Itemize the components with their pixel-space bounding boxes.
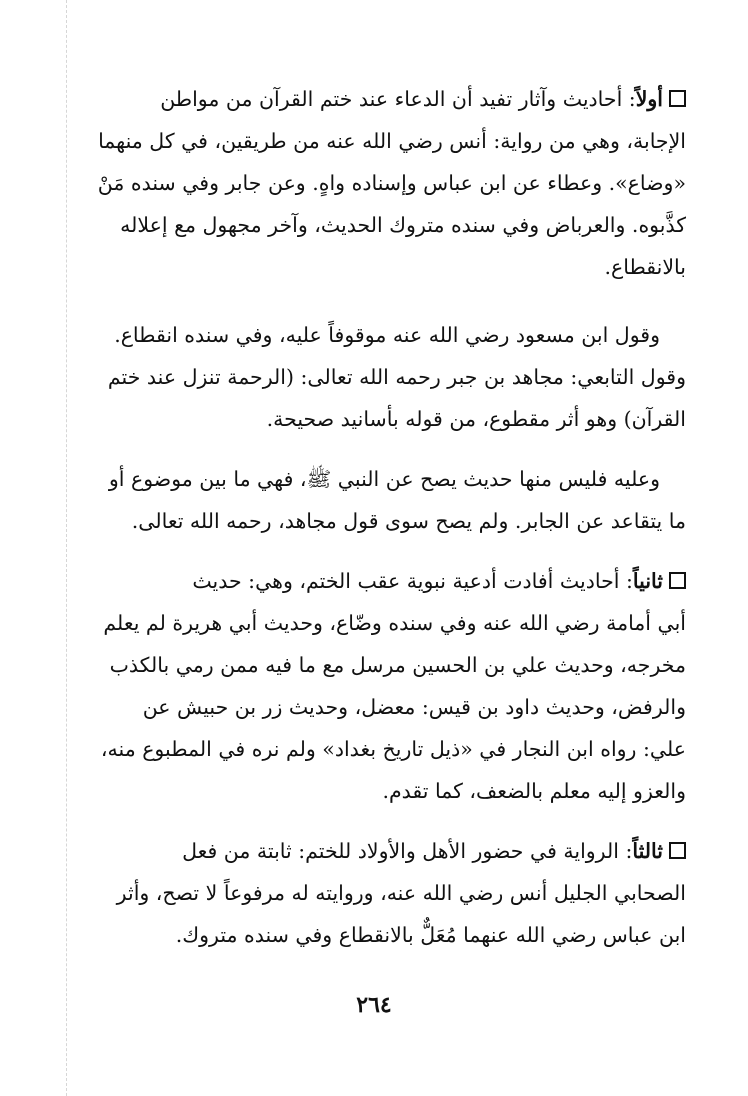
section-third [60, 830, 686, 956]
checkbox-square-icon [669, 90, 686, 107]
text-line: وعليه فليس منها حديث يصح عن النبي ﷺ، فهي ما بين موضوع أو [108, 467, 660, 491]
line-text: : الرواية في حضور الأهل والأولاد للختم: ثابتة من فعل [182, 839, 633, 863]
text-line: كذَّبوه. والعرباض وفي سنده متروك الحديث، وآخر مجهول مع إعلاله [120, 213, 686, 237]
text-line: ما يتقاعد عن الجابر. ولم يصح سوى قول مجاهد، رحمه الله تعالى. [131, 509, 686, 533]
section-conclusion [60, 458, 686, 542]
paragraph-gap [60, 542, 686, 560]
text-line: مخرجه، وحديث علي بن الحسين مرسل مع ما فيه ممن رمي بالكذب [109, 653, 686, 677]
line-text: : أحاديث أفادت أدعية نبوية عقب الختم، وهي: حديث [192, 569, 633, 593]
text-line: والعزو إليه معلم بالضعف، كما تقدم. [382, 779, 686, 803]
text-line: الصحابي الجليل أنس رضي الله عنه، وروايته له مرفوعاً لا تصح، وأثر [116, 881, 686, 905]
paragraph-gap [60, 288, 686, 314]
text-line: ابن عباس رضي الله عنهما مُعَلٌّ بالانقطاع وفي سنده متروك. [175, 923, 686, 947]
text-line [60, 830, 686, 872]
text-line: القرآن) وهو أثر مقطوع، من قوله بأسانيد صحيحة. [266, 407, 686, 431]
text-line: وقول التابعي: مجاهد بن جبر رحمه الله تعالى: (الرحمة تنزل عند ختم [107, 365, 686, 389]
text-line: والرفض، وحديث داود بن قيس: معضل، وحديث زر بن حبيش عن [142, 695, 686, 719]
section-lead: ثالثاً [632, 839, 663, 863]
checkbox-square-icon [669, 572, 686, 589]
text-line [60, 560, 686, 602]
paragraph-gap [60, 812, 686, 830]
page-number: ٢٦٤ [356, 992, 392, 1018]
page-text [60, 78, 686, 956]
text-line: بالانقطاع. [604, 255, 686, 279]
text-line [60, 78, 686, 120]
text-line: الإجابة، وهي من رواية: أنس رضي الله عنه من طريقين، في كل منهما [98, 129, 686, 153]
section-lead: أولاً [635, 87, 663, 111]
section-lead: ثانياً [632, 569, 663, 593]
section-second [60, 560, 686, 812]
section-first [60, 78, 686, 288]
checkbox-square-icon [669, 842, 686, 859]
text-line: علي: رواه ابن النجار في «ذيل تاريخ بغداد» ولم نره في المطبوع منه، [100, 737, 686, 761]
section-ibn-masud [60, 314, 686, 440]
line-text: : أحاديث وآثار تفيد أن الدعاء عند ختم القرآن من مواطن [160, 87, 636, 111]
text-line: «وضاع». وعطاء عن ابن عباس وإسناده واهٍ. وعن جابر وفي سنده مَنْ [97, 171, 686, 195]
paragraph-gap [60, 440, 686, 458]
text-line: أبي أمامة رضي الله عنه وفي سنده وضّاع، وحديث أبي هريرة لم يعلم [103, 611, 686, 635]
text-line: وقول ابن مسعود رضي الله عنه موقوفاً عليه، وفي سنده انقطاع. [114, 323, 660, 347]
